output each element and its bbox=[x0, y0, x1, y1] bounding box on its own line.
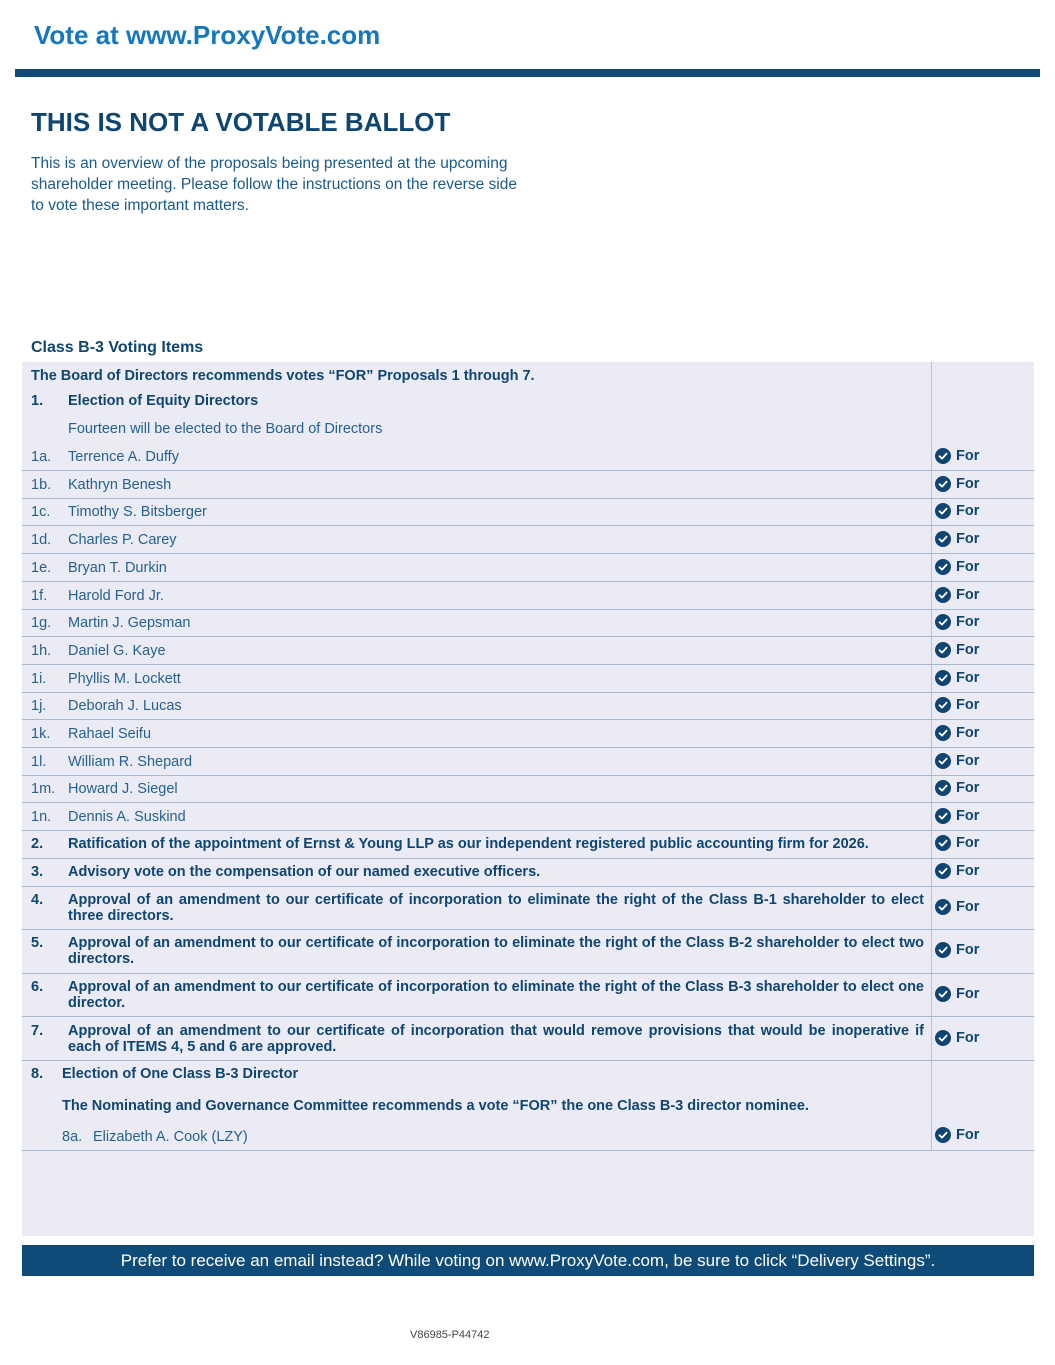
page-heading: THIS IS NOT A VOTABLE BALLOT bbox=[31, 107, 451, 137]
vote-recommendation bbox=[935, 1030, 979, 1046]
vote-recommendation bbox=[935, 614, 979, 630]
row-separator bbox=[22, 553, 1034, 554]
vote-recommendation bbox=[935, 863, 979, 879]
vote-recommendation bbox=[935, 986, 979, 1002]
proposal-title: Election of One Class B-3 Director bbox=[62, 1066, 299, 1082]
row-separator bbox=[22, 1150, 1034, 1151]
check-circle-icon bbox=[935, 753, 951, 769]
director-number: 1k. bbox=[31, 726, 51, 742]
check-circle-icon bbox=[935, 986, 951, 1002]
vote-label: For bbox=[956, 503, 980, 520]
director-number: 1d. bbox=[31, 532, 52, 549]
vote-label: For bbox=[956, 475, 980, 492]
director-name: William R. Shepard bbox=[68, 753, 193, 770]
check-circle-icon bbox=[935, 531, 951, 547]
row-separator bbox=[22, 692, 1034, 693]
check-circle-icon bbox=[935, 503, 951, 519]
nominee-number: 8a. bbox=[62, 1129, 83, 1145]
vote-recommendation bbox=[935, 1127, 979, 1143]
proposal-title: Election of Equity Directors bbox=[68, 393, 259, 409]
vote-recommendation bbox=[935, 835, 979, 851]
director-name: Charles P. Carey bbox=[68, 532, 177, 549]
director-name: Howard J. Siegel bbox=[68, 781, 178, 798]
row-separator bbox=[22, 858, 1034, 859]
vote-label: For bbox=[956, 531, 980, 548]
proposal-number: 3. bbox=[31, 864, 44, 880]
vote-label: For bbox=[956, 780, 980, 797]
director-number: 1i. bbox=[31, 670, 47, 687]
proposal-number: 8. bbox=[31, 1066, 44, 1082]
proposal-note: Fourteen will be elected to the Board of Directors bbox=[68, 421, 383, 437]
vote-recommendation bbox=[935, 448, 979, 464]
vote-recommendation bbox=[935, 503, 979, 519]
check-circle-icon bbox=[935, 1030, 951, 1046]
vote-label: For bbox=[956, 641, 980, 658]
director-number: 1j. bbox=[31, 698, 47, 715]
vote-recommendation bbox=[935, 642, 979, 658]
proposal-text: Ratification of the appointment of Ernst & Young LLP as our independent registered public accounting firm for 2026. bbox=[68, 836, 869, 852]
director-number: 1n. bbox=[31, 809, 52, 826]
vote-label: For bbox=[956, 1127, 980, 1143]
vote-recommendation bbox=[935, 697, 979, 713]
check-circle-icon bbox=[935, 1127, 951, 1143]
director-name: Rahael Seifu bbox=[68, 726, 152, 742]
row-separator bbox=[22, 929, 1034, 930]
row-separator bbox=[22, 1060, 1034, 1061]
check-circle-icon bbox=[935, 697, 951, 713]
vote-label: For bbox=[956, 1030, 980, 1046]
vote-label: For bbox=[956, 835, 980, 851]
vote-label: For bbox=[956, 808, 980, 825]
check-circle-icon bbox=[935, 725, 951, 741]
check-circle-icon bbox=[935, 614, 951, 630]
row-separator bbox=[22, 802, 1034, 803]
board-recommendation: The Board of Directors recommends votes “FOR” Proposals 1 through 7. bbox=[31, 368, 535, 384]
vote-label: For bbox=[956, 448, 980, 464]
director-number: 1l. bbox=[31, 753, 47, 770]
vote-label: For bbox=[956, 697, 980, 714]
check-circle-icon bbox=[935, 670, 951, 686]
check-circle-icon bbox=[935, 863, 951, 879]
vote-recommendation bbox=[935, 808, 979, 824]
director-name: Dennis A. Suskind bbox=[68, 809, 186, 826]
vote-recommendation bbox=[935, 753, 979, 769]
row-separator bbox=[22, 664, 1034, 665]
section-title: Class B-3 Voting Items bbox=[31, 339, 204, 356]
header-title: Vote at www.ProxyVote.com bbox=[34, 20, 381, 50]
vote-label: For bbox=[956, 586, 980, 603]
vote-recommendation bbox=[935, 476, 979, 492]
proposal-number: 1. bbox=[31, 393, 44, 409]
proposal-number: 4. bbox=[31, 892, 44, 908]
director-name: Harold Ford Jr. bbox=[68, 587, 164, 604]
row-separator bbox=[22, 636, 1034, 637]
proposal-text: Approval of an amendment to our certificate of incorporation to eliminate the right of the Class B-2 shareholder to elect two directors. bbox=[68, 935, 924, 967]
proposal-text: Approval of an amendment to our certificate of incorporation to eliminate the right of the Class B-1 shareholder to elect three directors. bbox=[68, 892, 924, 924]
director-number: 1e. bbox=[31, 559, 52, 576]
director-name: Timothy S. Bitsberger bbox=[68, 504, 207, 521]
director-name: Phyllis M. Lockett bbox=[68, 670, 181, 687]
row-separator bbox=[22, 525, 1034, 526]
check-circle-icon bbox=[935, 780, 951, 796]
row-separator bbox=[22, 719, 1034, 720]
vote-label: For bbox=[956, 614, 980, 631]
director-number: 1g. bbox=[31, 615, 52, 632]
director-name: Kathryn Benesh bbox=[68, 476, 172, 493]
director-number: 1h. bbox=[31, 642, 52, 659]
vote-label: For bbox=[956, 942, 980, 958]
vote-recommendation bbox=[935, 899, 979, 915]
row-separator bbox=[22, 830, 1034, 831]
director-number: 1f. bbox=[31, 587, 48, 604]
vote-label: For bbox=[956, 558, 980, 575]
vote-recommendation bbox=[935, 531, 979, 547]
vote-label: For bbox=[956, 725, 980, 741]
row-separator bbox=[22, 775, 1034, 776]
director-name: Daniel G. Kaye bbox=[68, 642, 166, 659]
director-number: 1a. bbox=[31, 449, 52, 465]
director-number: 1b. bbox=[31, 476, 52, 493]
row-separator bbox=[22, 973, 1034, 974]
vote-label: For bbox=[956, 669, 980, 686]
row-separator bbox=[22, 886, 1034, 887]
vote-recommendation bbox=[935, 780, 979, 796]
vote-label: For bbox=[956, 752, 980, 769]
check-circle-icon bbox=[935, 835, 951, 851]
director-number: 1m. bbox=[31, 781, 56, 798]
footer-banner: Prefer to receive an email instead? While voting on www.ProxyVote.com, be sure to click “Delivery Settings”. bbox=[22, 1245, 1034, 1276]
check-circle-icon bbox=[935, 587, 951, 603]
row-separator bbox=[22, 747, 1034, 748]
proposal-text: Approval of an amendment to our certificate of incorporation to eliminate the right of the Class B-3 shareholder to elect one director. bbox=[68, 979, 924, 1011]
vote-recommendation bbox=[935, 587, 979, 603]
row-separator bbox=[22, 470, 1034, 471]
vote-recommendation bbox=[935, 725, 979, 741]
vote-recommendation bbox=[935, 942, 979, 958]
director-name: Bryan T. Durkin bbox=[68, 559, 167, 576]
check-circle-icon bbox=[935, 642, 951, 658]
proposal-number: 2. bbox=[31, 836, 44, 852]
check-circle-icon bbox=[935, 899, 951, 915]
row-separator bbox=[22, 581, 1034, 582]
director-name: Deborah J. Lucas bbox=[68, 698, 182, 715]
row-separator bbox=[22, 498, 1034, 499]
proposal-text: Advisory vote on the compensation of our named executive officers. bbox=[68, 864, 541, 880]
intro-text: This is an overview of the proposals being presented at the upcoming shareholder meeting. Please follow the instructions on the reverse side to vote these important matters. bbox=[31, 155, 517, 214]
proposal-number: 5. bbox=[31, 935, 44, 951]
proposal-number: 6. bbox=[31, 979, 44, 995]
vote-label: For bbox=[956, 899, 980, 915]
document-id: V86985-P44742 bbox=[410, 1329, 490, 1341]
committee-recommendation: The Nominating and Governance Committee recommends a vote “FOR” the one Class B-3 director nominee. bbox=[62, 1098, 809, 1114]
check-circle-icon bbox=[935, 808, 951, 824]
row-separator bbox=[22, 1016, 1034, 1017]
row-separator bbox=[22, 609, 1034, 610]
check-circle-icon bbox=[935, 448, 951, 464]
proposal-number: 7. bbox=[31, 1023, 44, 1039]
check-circle-icon bbox=[935, 476, 951, 492]
nominee-name: Elizabeth A. Cook (LZY) bbox=[93, 1129, 248, 1145]
vote-recommendation bbox=[935, 559, 979, 575]
vote-label: For bbox=[956, 986, 980, 1002]
header-divider bbox=[15, 69, 1040, 77]
vote-recommendation bbox=[935, 670, 979, 686]
vote-label: For bbox=[956, 863, 980, 879]
director-name: Martin J. Gepsman bbox=[68, 615, 191, 632]
check-circle-icon bbox=[935, 559, 951, 575]
proposal-text: Approval of an amendment to our certificate of incorporation that would remove provisions that would be inoperative if each of ITEMS 4, 5 and 6 are approved. bbox=[68, 1023, 924, 1055]
director-number: 1c. bbox=[31, 504, 51, 521]
check-circle-icon bbox=[935, 942, 951, 958]
director-name: Terrence A. Duffy bbox=[68, 449, 179, 465]
vote-column-divider bbox=[931, 362, 932, 1150]
